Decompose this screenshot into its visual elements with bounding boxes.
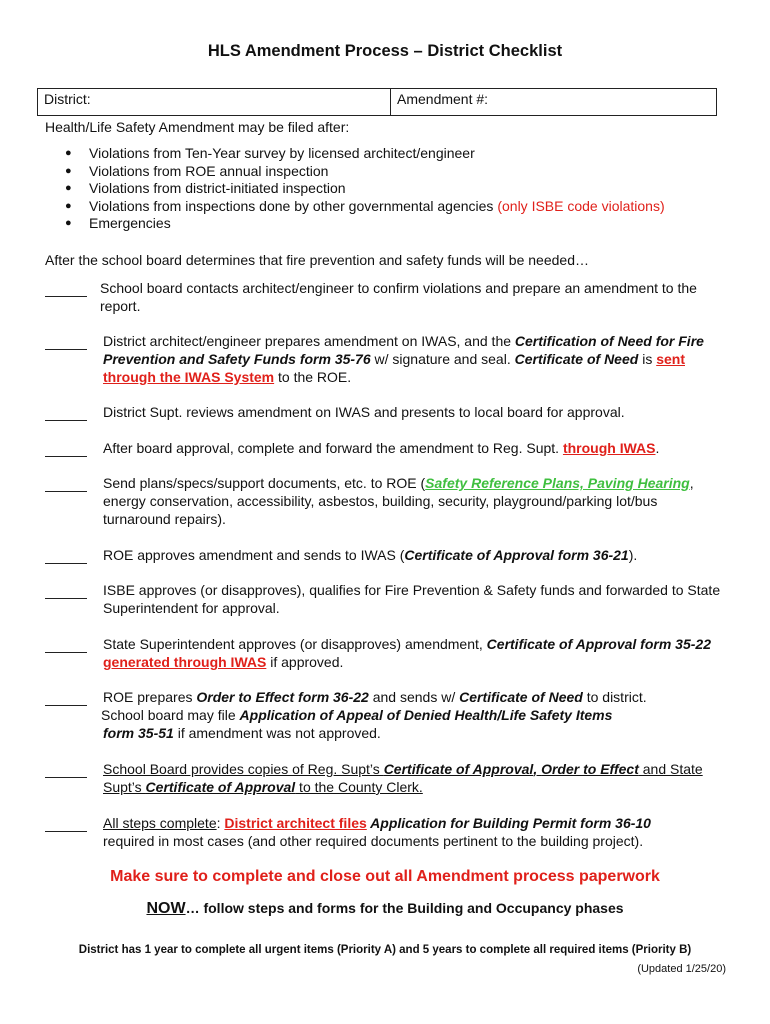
violations-list	[45, 145, 665, 233]
check-blank[interactable]	[45, 705, 87, 706]
bullet-text: Emergencies	[89, 215, 171, 231]
step-text: Send plans/specs/support documents, etc. to ROE (Safety Reference Plans, Paving Hearing, energy conservation, accessibility, asbestos, building, security, playground/parking lot/bus turnaround repairs).	[103, 475, 694, 527]
step-text: ISBE approves (or disapproves), qualifies for Fire Prevention & Safety funds and forwarded to State Superintendent for approval.	[103, 582, 721, 616]
check-blank[interactable]	[45, 777, 87, 778]
updated-date: (Updated 1/25/20)	[637, 963, 726, 975]
step-text: School Board provides copies of Reg. Supt’s Certificate of Approval, Order to Effect and State Supt’s Certificate of Approval to the County Clerk.	[103, 761, 703, 795]
list-item	[45, 198, 665, 216]
bullet-text: Violations from Ten-Year survey by licensed architect/engineer	[89, 145, 475, 161]
through-iwas-link[interactable]: through IWAS	[562, 440, 656, 456]
next-phase-note: NOW… follow steps and forms for the Building and Occupancy phases	[146, 900, 624, 917]
architect-files-link[interactable]: District architect files	[224, 815, 367, 831]
list-item	[45, 163, 665, 181]
list-item	[45, 180, 665, 198]
page-title: HLS Amendment Process – District Checklist	[207, 42, 563, 60]
safety-reference-link[interactable]: Safety Reference Plans, Paving Hearing	[425, 475, 690, 491]
check-blank[interactable]	[45, 420, 87, 421]
step-text: ROE approves amendment and sends to IWAS (Certificate of Approval form 36-21).	[103, 547, 638, 563]
deadline-note: District has 1 year to complete all urgent items (Priority A) and 5 years to complete all required items (Priority B)	[78, 944, 692, 956]
step-text: School board contacts architect/engineer to confirm violations and prepare an amendment to the report.	[100, 280, 697, 314]
district-field[interactable]: District:	[38, 89, 391, 115]
check-blank[interactable]	[45, 456, 87, 457]
check-blank[interactable]	[45, 831, 87, 832]
check-blank[interactable]	[45, 491, 87, 492]
bullet-text: Violations from district-initiated inspection	[89, 180, 346, 196]
step-text: All steps complete: District architect files Application for Building Permit form 36-10 required in most cases (and other required documents pertinent to the building project).	[103, 815, 651, 849]
step-text: After board approval, complete and forward the amendment to Reg. Supt. through IWAS.	[103, 440, 660, 456]
step-text: ROE prepares Order to Effect form 36-22 and sends w/ Certificate of Need to district. School board may file Application of Appeal of Denied Health/Life Safety Items form 35-51 if amendment was not approved.	[101, 689, 647, 741]
generated-iwas-link[interactable]: generated through IWAS	[103, 654, 267, 670]
lead-sentence: After the school board determines that fire prevention and safety funds will be needed…	[45, 252, 589, 268]
list-item	[45, 145, 665, 163]
check-blank[interactable]	[45, 563, 87, 564]
bullet-text: Violations from inspections done by other governmental agencies	[89, 197, 494, 214]
intro-text: Health/Life Safety Amendment may be filed after:	[45, 119, 350, 135]
step-text: District Supt. reviews amendment on IWAS and presents to local board for approval.	[103, 404, 625, 420]
iwas-link[interactable]: sent through the IWAS System	[103, 351, 685, 385]
list-item	[45, 215, 665, 233]
check-blank[interactable]	[45, 598, 87, 599]
check-blank[interactable]	[45, 652, 87, 653]
check-blank[interactable]	[45, 349, 87, 350]
step-text: District architect/engineer prepares amendment on IWAS, and the Certification of Need for Fire Prevention and Safety Funds form 35-76 w/ signature and seal. Certificate of Need is sent through the IWAS System to the ROE.	[103, 333, 704, 385]
step-text: State Superintendent approves (or disapproves) amendment, Certificate of Approval form 35-22 generated through IWAS if approved.	[103, 636, 711, 670]
header-fields-box	[37, 88, 717, 116]
check-blank[interactable]	[45, 296, 87, 297]
isbe-note: (only ISBE code violations)	[497, 197, 665, 214]
closeout-warning: Make sure to complete and close out all Amendment process paperwork	[110, 868, 660, 885]
amendment-number-field[interactable]: Amendment #:	[397, 91, 489, 107]
bullet-text: Violations from ROE annual inspection	[89, 162, 329, 179]
